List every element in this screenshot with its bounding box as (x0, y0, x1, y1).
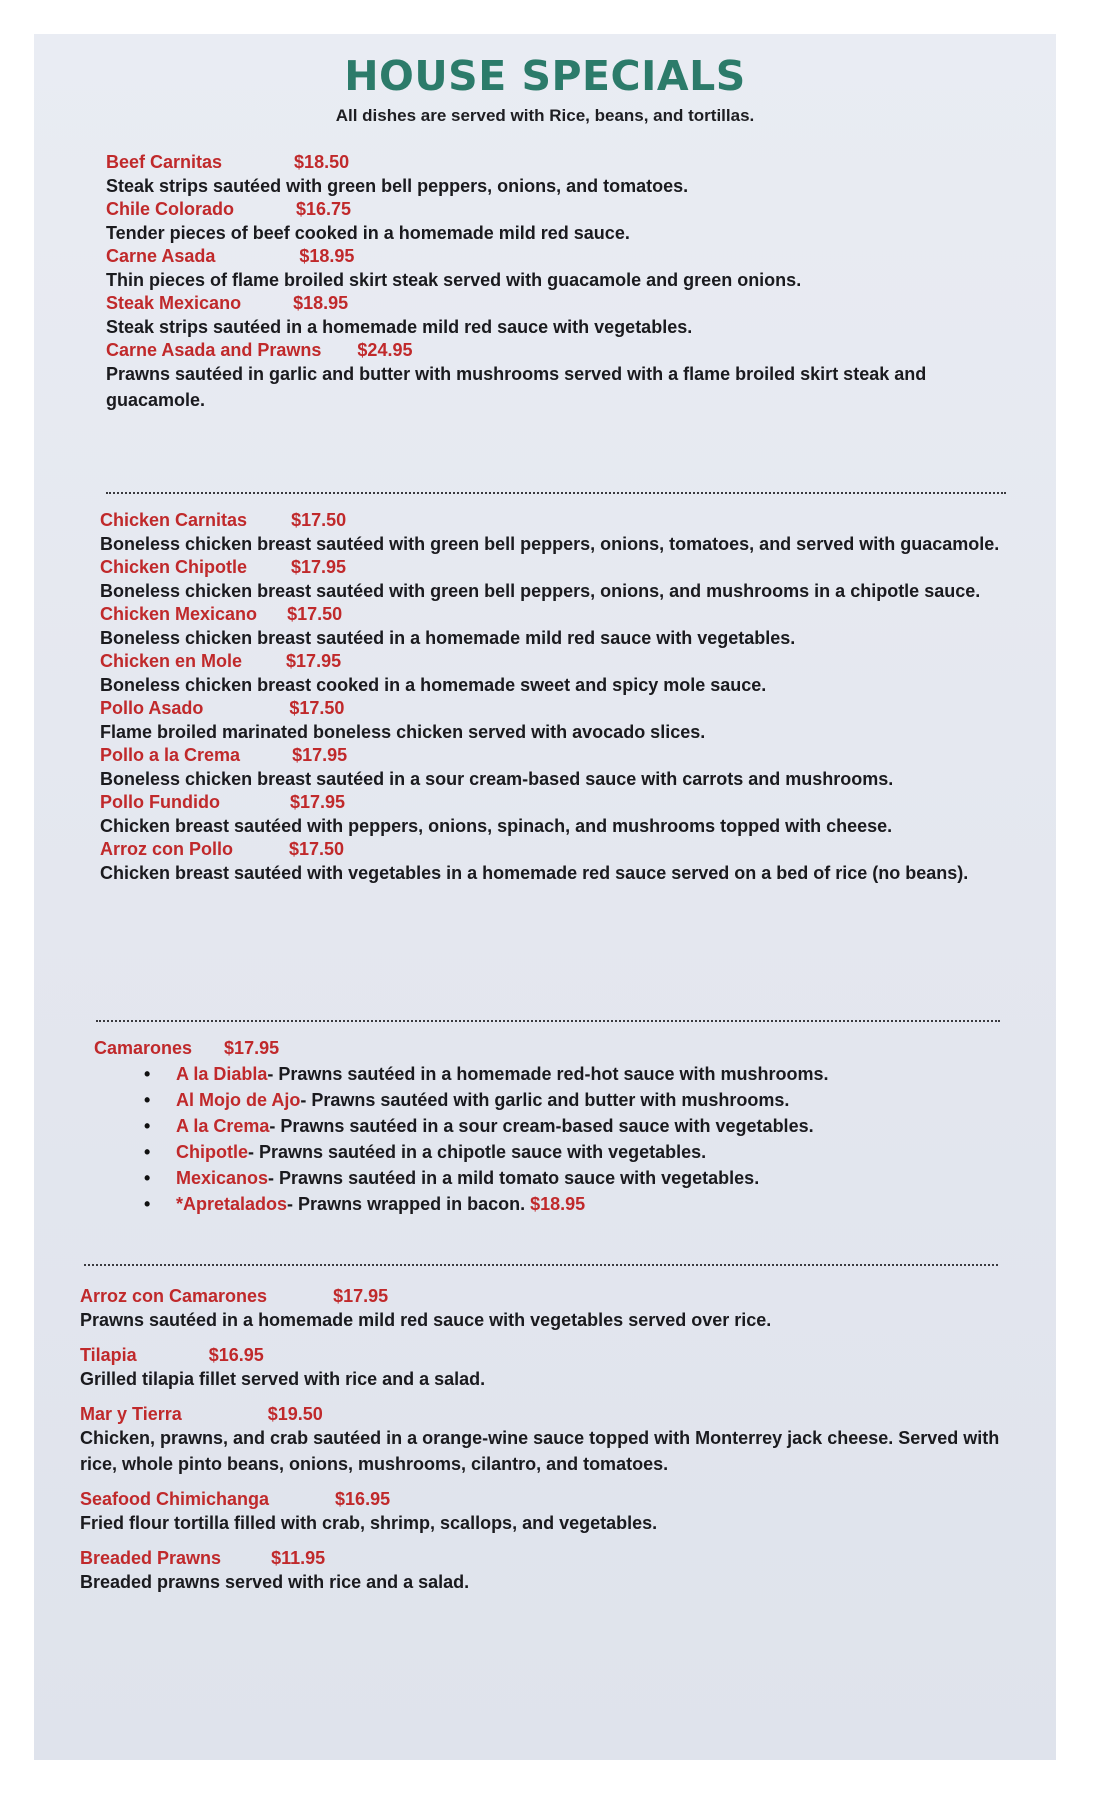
menu-item (106, 293, 1006, 340)
list-item (138, 1165, 994, 1191)
section-divider (106, 492, 1006, 494)
menu-item (106, 199, 1006, 246)
option-name: Chipotle (176, 1142, 248, 1162)
menu-item (106, 340, 1006, 413)
item-price: $18.95 (293, 293, 349, 313)
bullet-icon: • (144, 1168, 151, 1188)
item-description: Steak strips sautéed with green bell peppers, onions, and tomatoes. (106, 176, 689, 196)
item-price: $19.50 (267, 1404, 323, 1424)
item-description: Grilled tilapia fillet served with rice and a salad. (80, 1369, 486, 1389)
menu-item (80, 1404, 1000, 1477)
camarones-section (94, 1038, 994, 1217)
item-price: $17.50 (289, 698, 345, 718)
item-description: Chicken breast sautéed with vegetables in a homemade red sauce served on a bed of rice (no beans). (100, 863, 969, 883)
option-description: - Prawns sautéed in a sour cream-based sauce with vegetables. (269, 1116, 814, 1136)
item-price: $17.50 (291, 510, 347, 530)
item-description: Boneless chicken breast cooked in a homemade sweet and spicy mole sauce. (100, 675, 767, 695)
list-item (138, 1191, 994, 1217)
option-name: A la Diabla (176, 1064, 268, 1084)
option-name: Al Mojo de Ajo (176, 1090, 301, 1110)
item-name: Pollo Asado (100, 698, 204, 718)
list-item (138, 1139, 994, 1165)
item-name: Beef Carnitas (106, 152, 223, 172)
item-name: Chile Colorado (106, 199, 235, 219)
item-description: Prawns sautéed in garlic and butter with mushrooms served with a flame broiled skirt steak and guacamole. (106, 364, 927, 410)
menu-sheet (34, 34, 1056, 1760)
page-title: HOUSE SPECIALS (344, 52, 746, 100)
item-description: Boneless chicken breast sautéed with green bell peppers, onions, and mushrooms in a chipotle sauce. (100, 581, 981, 601)
item-price: $17.95 (289, 792, 346, 812)
item-name: Pollo a la Crema (100, 745, 241, 765)
item-name: Camarones (94, 1038, 193, 1058)
item-price: $17.95 (292, 745, 348, 765)
list-item (138, 1087, 994, 1113)
item-description: Boneless chicken breast sautéed in a homemade mild red sauce with vegetables. (100, 628, 796, 648)
item-description: Prawns sautéed in a homemade mild red sauce with vegetables served over rice. (80, 1310, 772, 1330)
beef-section (106, 152, 1006, 413)
item-name: Chicken Chipotle (100, 557, 248, 577)
section-divider (84, 1264, 998, 1266)
item-price: $16.95 (208, 1345, 264, 1365)
option-description: - Prawns sautéed with garlic and butter with mushrooms. (300, 1090, 790, 1110)
item-price: $11.95 (271, 1548, 326, 1568)
item-price: $17.50 (287, 604, 343, 624)
item-price: $17.95 (286, 651, 342, 671)
menu-item (100, 839, 1006, 886)
menu-item (106, 246, 1006, 293)
list-item (138, 1061, 994, 1087)
menu-item (100, 557, 1006, 604)
item-description: Boneless chicken breast sautéed in a sour cream-based sauce with carrots and mushrooms. (100, 769, 894, 789)
menu-item (100, 698, 1006, 745)
item-description: Flame broiled marinated boneless chicken served with avocado slices. (100, 722, 706, 742)
option-price: $18.95 (530, 1194, 586, 1214)
menu-item (100, 651, 1006, 698)
item-name: Arroz con Pollo (100, 839, 234, 859)
item-price: $16.95 (335, 1489, 391, 1509)
item-name: Steak Mexicano (106, 293, 242, 313)
option-description: - Prawns sautéed in a homemade red-hot sauce with mushrooms. (267, 1064, 829, 1084)
menu-item (80, 1286, 1000, 1333)
bullet-icon: • (144, 1090, 151, 1110)
page-subtitle: All dishes are served with Rice, beans, and tortillas. (335, 106, 755, 125)
item-name: Carne Asada (106, 246, 216, 266)
item-description: Chicken, prawns, and crab sautéed in a orange-wine sauce topped with Monterrey jack cheese. Served with rice, whole pinto beans, onions, mushrooms, cilantro, and tomatoes. (80, 1428, 1000, 1474)
item-name: Tilapia (80, 1345, 137, 1365)
item-name: Seafood Chimichanga (80, 1489, 270, 1509)
camarones-options (138, 1061, 994, 1217)
item-description: Thin pieces of flame broiled skirt steak served with guacamole and green onions. (106, 270, 802, 290)
item-description: Breaded prawns served with rice and a salad. (80, 1572, 470, 1592)
menu-item (80, 1548, 1000, 1595)
item-description: Steak strips sautéed in a homemade mild red sauce with vegetables. (106, 317, 693, 337)
item-name: Chicken Mexicano (100, 604, 258, 624)
menu-item (100, 604, 1006, 651)
option-name: *Apretalados (176, 1194, 288, 1214)
item-description: Boneless chicken breast sautéed with green bell peppers, onions, tomatoes, and served with guacamole. (100, 534, 1000, 554)
item-price: $18.50 (294, 152, 350, 172)
item-name: Carne Asada and Prawns (106, 340, 322, 360)
item-name: Chicken Carnitas (100, 510, 248, 530)
item-price: $16.75 (296, 199, 352, 219)
item-price: $17.95 (224, 1038, 280, 1058)
bullet-icon: • (144, 1064, 151, 1084)
item-description: Fried flour tortilla filled with crab, shrimp, scallops, and vegetables. (80, 1513, 658, 1533)
option-description: - Prawns sautéed in a chipotle sauce with vegetables. (248, 1142, 707, 1162)
menu-item (100, 510, 1006, 557)
item-price: $24.95 (357, 340, 413, 360)
chicken-section (100, 510, 1006, 886)
item-name: Chicken en Mole (100, 651, 243, 671)
bullet-icon: • (144, 1116, 151, 1136)
item-price: $17.50 (289, 839, 345, 859)
menu-item (100, 745, 1006, 792)
item-price: $18.95 (299, 246, 355, 266)
option-name: Mexicanos (176, 1168, 269, 1188)
menu-item (80, 1345, 1000, 1392)
menu-item (106, 152, 1006, 199)
item-price: $17.95 (291, 557, 347, 577)
item-description: Chicken breast sautéed with peppers, onions, spinach, and mushrooms topped with cheese. (100, 816, 893, 836)
bullet-icon: • (144, 1194, 151, 1214)
list-item (138, 1113, 994, 1139)
option-description: - Prawns wrapped in bacon. (287, 1194, 531, 1214)
menu-item (80, 1489, 1000, 1536)
item-name: Breaded Prawns (80, 1548, 222, 1568)
option-description: - Prawns sautéed in a mild tomato sauce with vegetables. (268, 1168, 760, 1188)
seafood-section (80, 1286, 1000, 1595)
bullet-icon: • (144, 1142, 151, 1162)
option-name: A la Crema (176, 1116, 270, 1136)
section-divider (96, 1020, 1000, 1022)
item-description: Tender pieces of beef cooked in a homemade mild red sauce. (106, 223, 630, 243)
item-name: Arroz con Camarones (80, 1286, 268, 1306)
item-name: Mar y Tierra (80, 1404, 182, 1424)
item-name: Pollo Fundido (100, 792, 220, 812)
item-price: $17.95 (333, 1286, 389, 1306)
menu-item (100, 792, 1006, 839)
